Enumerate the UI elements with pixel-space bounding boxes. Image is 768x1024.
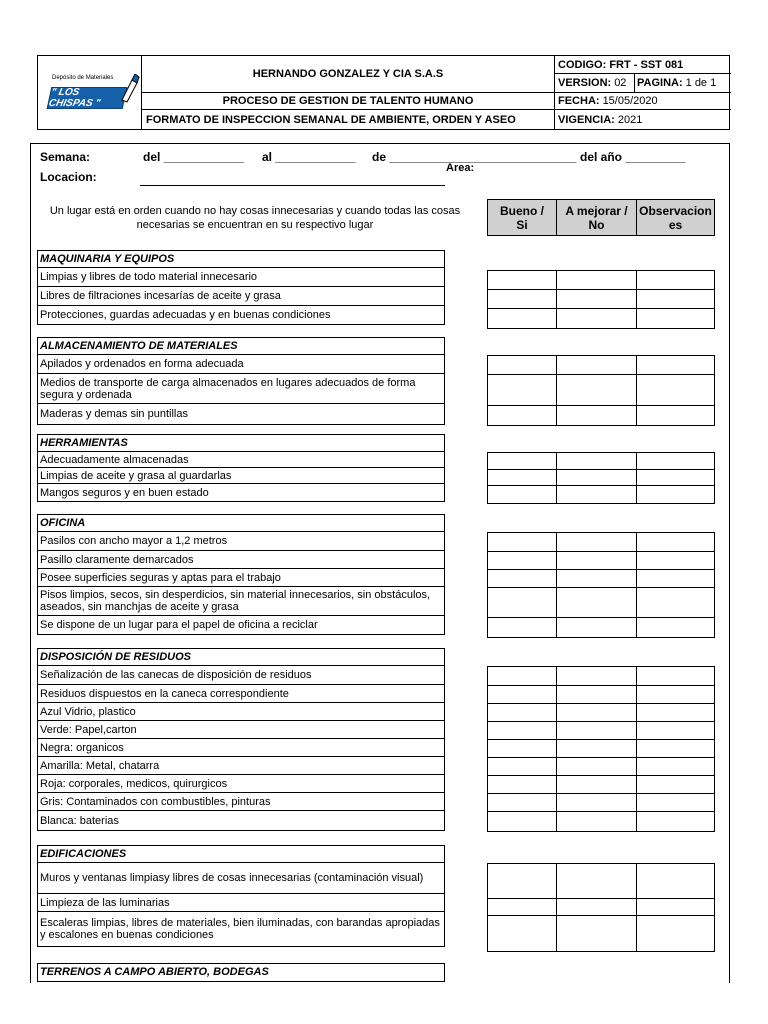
check-grid-almacenamiento [487,355,715,426]
list-item: Gris: Contaminados con combustibles, pinturas [38,793,444,811]
observation-cell[interactable] [637,740,714,757]
check-cell[interactable] [488,899,557,915]
pagina-label: PAGINA: [637,77,683,89]
check-cell[interactable] [557,533,637,551]
section-herramientas [37,434,445,502]
list-item: Azul Vidrio, plastico [38,703,444,721]
check-cell[interactable] [557,740,637,757]
version-field [555,74,635,93]
list-item: Limpieza de las luminarias [38,894,444,912]
version-label: VERSION: [558,77,612,89]
process-title: PROCESO DE GESTION DE TALENTO HUMANO [142,93,555,110]
observation-cell[interactable] [637,570,714,587]
pagina-value: 1 de 1 [685,77,717,89]
list-item: Protecciones, guardas adecuadas y en buenas condiciones [40,309,331,321]
logo-cell [38,56,142,130]
check-cell[interactable] [557,686,637,703]
check-cell[interactable] [557,916,637,951]
list-item: Apilados y ordenados en forma adecuada [38,355,444,374]
check-cell[interactable] [488,686,557,703]
fecha-field [555,93,731,110]
check-cell[interactable] [557,758,637,775]
observation-cell[interactable] [637,667,714,685]
list-item: Maderas y demas sin puntillas [40,408,188,420]
check-grid-oficina [487,532,715,638]
list-item: Mangos seguros y en buen estado [40,486,209,499]
de-field[interactable]: de ____________________________ [372,150,577,164]
col-mejorar: A mejorar / No [556,199,637,236]
check-grid-maquinaria [487,270,715,329]
list-item: Escaleras limpias, libres de materiales, bien iluminadas, con barandas apropiadas y escalones en buenas condiciones [40,917,440,941]
locacion-label: Locacion: [40,170,97,184]
list-item: Señalización de las canecas de disposición de residuos [38,666,444,685]
list-item: Pasillo claramente demarcados [38,551,444,569]
section-edificaciones [37,845,445,947]
check-cell[interactable] [488,470,557,485]
form-title: FORMATO DE INSPECCION SEMANAL DE AMBIENTE, ORDEN Y ASEO [142,110,555,130]
check-cell[interactable] [557,618,637,637]
observation-cell[interactable] [637,470,714,485]
check-grid-edificaciones [487,863,715,952]
check-cell[interactable] [488,740,557,757]
list-item: Negra: organicos [38,739,444,757]
list-item: Roja: corporales, medicos, quirurgicos [38,775,444,793]
section-maquinaria [37,250,445,325]
list-item: Medios de transporte de carga almacenados en lugares adecuados de forma segura y ordenada [38,374,444,404]
check-cell[interactable] [488,552,557,569]
check-cell[interactable] [557,486,637,503]
observation-cell[interactable] [637,271,714,289]
observation-cell[interactable] [637,356,714,374]
fecha-value: 15/05/2020 [602,95,658,107]
check-grid-residuos [487,666,715,832]
locacion-line[interactable] [140,185,445,186]
list-item: Residuos dispuestos en la caneca correspondiente [38,685,444,703]
logo-badge: " LOS CHISPAS " [47,87,128,109]
check-cell[interactable] [488,533,557,551]
check-cell[interactable] [488,864,557,898]
section-title: MAQUINARIA Y EQUIPOS [38,251,444,268]
area-label: Area: [446,162,475,174]
observation-cell[interactable] [637,309,714,328]
list-item: Blanca: baterias [40,814,119,827]
check-cell[interactable] [557,588,637,617]
check-cell[interactable] [488,588,557,617]
section-title: OFICINA [38,515,444,532]
anio-field[interactable]: del año _________ [580,150,686,164]
list-item: Pisos limpios, secos, sin desperdicios, sin material innecesarios, sin obstáculos, aseados, sin manchjas de aceite y grasa [38,587,444,616]
check-cell[interactable] [488,570,557,587]
check-cell[interactable] [488,794,557,811]
check-cell[interactable] [557,470,637,485]
observation-cell[interactable] [637,453,714,469]
observation-cell[interactable] [637,864,714,898]
observation-cell[interactable] [637,899,714,915]
check-cell[interactable] [488,486,557,503]
check-cell[interactable] [557,309,637,328]
check-cell[interactable] [488,309,557,328]
check-cell[interactable] [557,271,637,289]
check-cell[interactable] [557,667,637,685]
check-cell[interactable] [557,453,637,469]
section-almacenamiento [37,337,445,425]
check-cell[interactable] [488,406,557,425]
list-item: Se dispone de un lugar para el papel de oficina a reciclar [40,619,318,631]
check-cell[interactable] [557,375,637,405]
vigencia-field [555,110,731,130]
observation-cell[interactable] [637,290,714,308]
observation-cell[interactable] [637,533,714,551]
vigencia-label: VIGENCIA: [558,114,615,126]
check-cell[interactable] [488,704,557,721]
intro-text: Un lugar está en orden cuando no hay cosas innecesarias y cuando todas las cosas necesarias se encuentran en su respectivo lugar [49,205,461,231]
section-oficina [37,514,445,635]
observation-cell[interactable] [637,916,714,951]
section-title: TERRENOS A CAMPO ABIERTO, BODEGAS [40,966,269,978]
observation-cell[interactable] [637,704,714,721]
section-title: ALMACENAMIENTO DE MATERIALES [38,338,444,355]
observation-cell[interactable] [637,776,714,793]
list-item: Libres de filtraciones incesarías de aceite y grasa [38,287,444,306]
section-title: DISPOSICIÓN DE RESIDUOS [38,649,444,666]
paint-brush-icon [118,74,140,104]
check-cell[interactable] [557,552,637,569]
check-cell[interactable] [557,899,637,915]
observation-cell[interactable] [637,794,714,811]
check-cell[interactable] [488,722,557,739]
list-item: Adecuadamente almacenadas [38,452,444,468]
check-cell[interactable] [557,864,637,898]
check-grid-herramientas [487,452,715,504]
logo-top-text: Depósito de Materiales [52,75,114,81]
check-cell[interactable] [488,453,557,469]
list-item: Amarilla: Metal, chatarra [38,757,444,775]
vigencia-value: 2021 [617,114,643,126]
section-terrenos [37,963,445,982]
check-cell[interactable] [488,375,557,405]
al-field[interactable]: al ____________ [262,150,356,164]
check-cell[interactable] [557,722,637,739]
document-header [37,55,730,130]
section-title: EDIFICACIONES [38,846,444,863]
list-item: Verde: Papel,carton [38,721,444,739]
check-cell[interactable] [488,916,557,951]
section-residuos [37,648,445,831]
check-cell[interactable] [557,570,637,587]
section-title: HERRAMIENTAS [38,435,444,452]
fecha-label: FECHA: [558,95,600,107]
check-cell[interactable] [488,667,557,685]
col-observaciones: Observaciones [636,199,715,236]
observation-cell[interactable] [637,618,714,637]
check-cell[interactable] [557,290,637,308]
list-item: Limpias de aceite y grasa al guardarlas [38,468,444,484]
observation-cell[interactable] [637,758,714,775]
check-cell[interactable] [557,406,637,425]
del-field[interactable]: del ____________ [143,150,244,164]
list-item: Posee superficies seguras y aptas para el trabajo [38,569,444,587]
company-logo [46,70,138,116]
list-item: Limpias y libres de todo material innecesario [38,268,444,287]
check-cell[interactable] [488,290,557,308]
check-cell[interactable] [488,758,557,775]
observation-cell[interactable] [637,486,714,503]
codigo-field: CODIGO: FRT - SST 081 [555,56,731,74]
list-item: Muros y ventanas limpiasy libres de cosas innecesarias (contaminación visual) [38,863,444,894]
col-bueno: Bueno / Si [487,199,557,236]
observation-cell[interactable] [637,406,714,425]
observation-cell[interactable] [637,552,714,569]
pagina-field [635,74,731,93]
check-cell[interactable] [488,356,557,374]
check-cell[interactable] [488,812,557,831]
check-cell[interactable] [557,812,637,831]
semana-label: Semana: [40,150,91,164]
observation-cell[interactable] [637,686,714,703]
list-item: Pasilos con ancho mayor a 1,2 metros [38,532,444,551]
observation-cell[interactable] [637,375,714,405]
check-cell[interactable] [557,794,637,811]
observation-cell[interactable] [637,722,714,739]
check-cell[interactable] [488,776,557,793]
version-value: 02 [614,77,627,89]
observation-cell[interactable] [637,588,714,617]
check-cell[interactable] [557,704,637,721]
check-cell[interactable] [488,271,557,289]
company-name: HERNANDO GONZALEZ Y CIA S.A.S [142,56,555,93]
check-cell[interactable] [488,618,557,637]
observation-cell[interactable] [637,812,714,831]
check-cell[interactable] [557,776,637,793]
check-cell[interactable] [557,356,637,374]
